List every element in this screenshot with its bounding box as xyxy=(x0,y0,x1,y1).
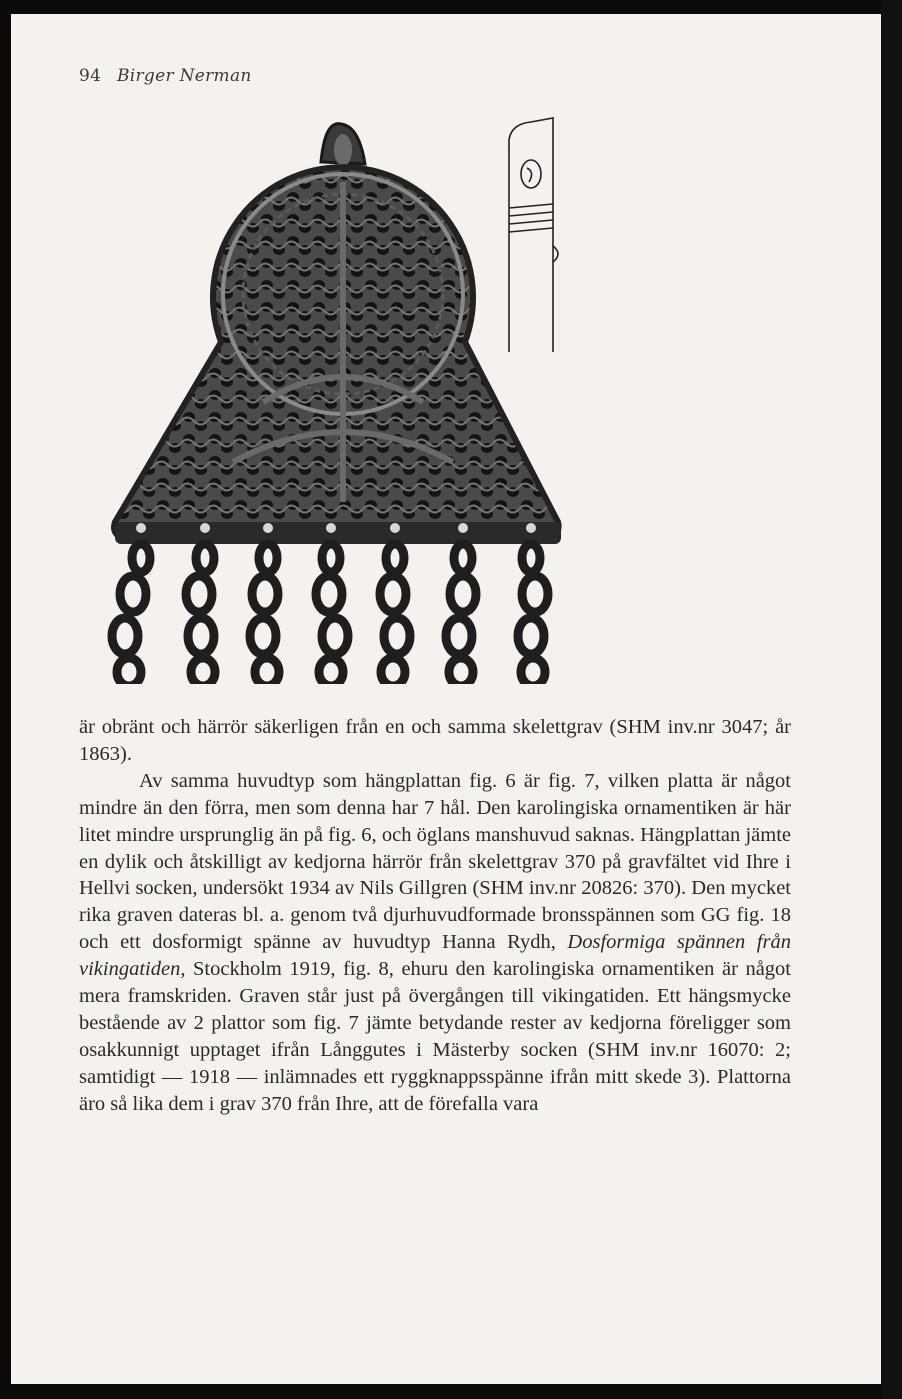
profile-drawing xyxy=(501,112,576,352)
running-head xyxy=(79,66,252,86)
paragraph-1: är obränt och härrör säkerligen från en och samma skelettgrav (SHM inv.nr 3047; år 1863). xyxy=(79,716,791,765)
running-head-author: Birger Nerman xyxy=(116,66,252,86)
paragraph-2 xyxy=(79,768,791,1118)
paragraph-2-part-b: Stockholm 1919, fig. 8, ehuru den karolingiska ornamentiken är något mera framskriden. Graven står just på övergången till vikingatiden. Ett hängsmycke bestående av 2 plattor som fig. 7 jämte betydande rester av kedjorna föreligger som osakkunnigt upptaget ifrån Långgutes i Mästerby socken (SHM inv.nr 16070: 2; samtidigt — 1918 — inlämnades ett ryggknappsspänne ifrån mitt skede 3). Plattorna äro så lika dem i grav 370 från Ihre, att de förefalla vara xyxy=(79,958,791,1115)
book-page xyxy=(11,14,881,1384)
cited-title: Dosformiga spännen från vikingatiden, xyxy=(79,931,791,981)
scan-edge xyxy=(881,0,902,1399)
page-number: 94 xyxy=(79,66,102,86)
paragraph-2-part-a: Av samma huvudtyp som hängplattan fig. 6 är fig. 7, vilken platta är något mindre än den förra, men som denna har 7 hål. Den karolingiska ornamentiken är här litet mindre ursprunglig än på fig. 6, och öglans manshuvud saknas. Hängplattan jämte en dylik och åtskilligt av kedjorna härrör från skelettgrav 370 på gravfältet vid Ihre i Hellvi socken, undersökt 1934 av Nils Gillgren (SHM inv.nr 20826: 370). Den mycket rika graven dateras bl. a. genom två djurhuvudformade bronsspännen som GG fig. 18 och ett dosformigt spänne av huvudtyp Hanna Rydh, xyxy=(79,769,791,954)
body-text xyxy=(79,714,791,1118)
